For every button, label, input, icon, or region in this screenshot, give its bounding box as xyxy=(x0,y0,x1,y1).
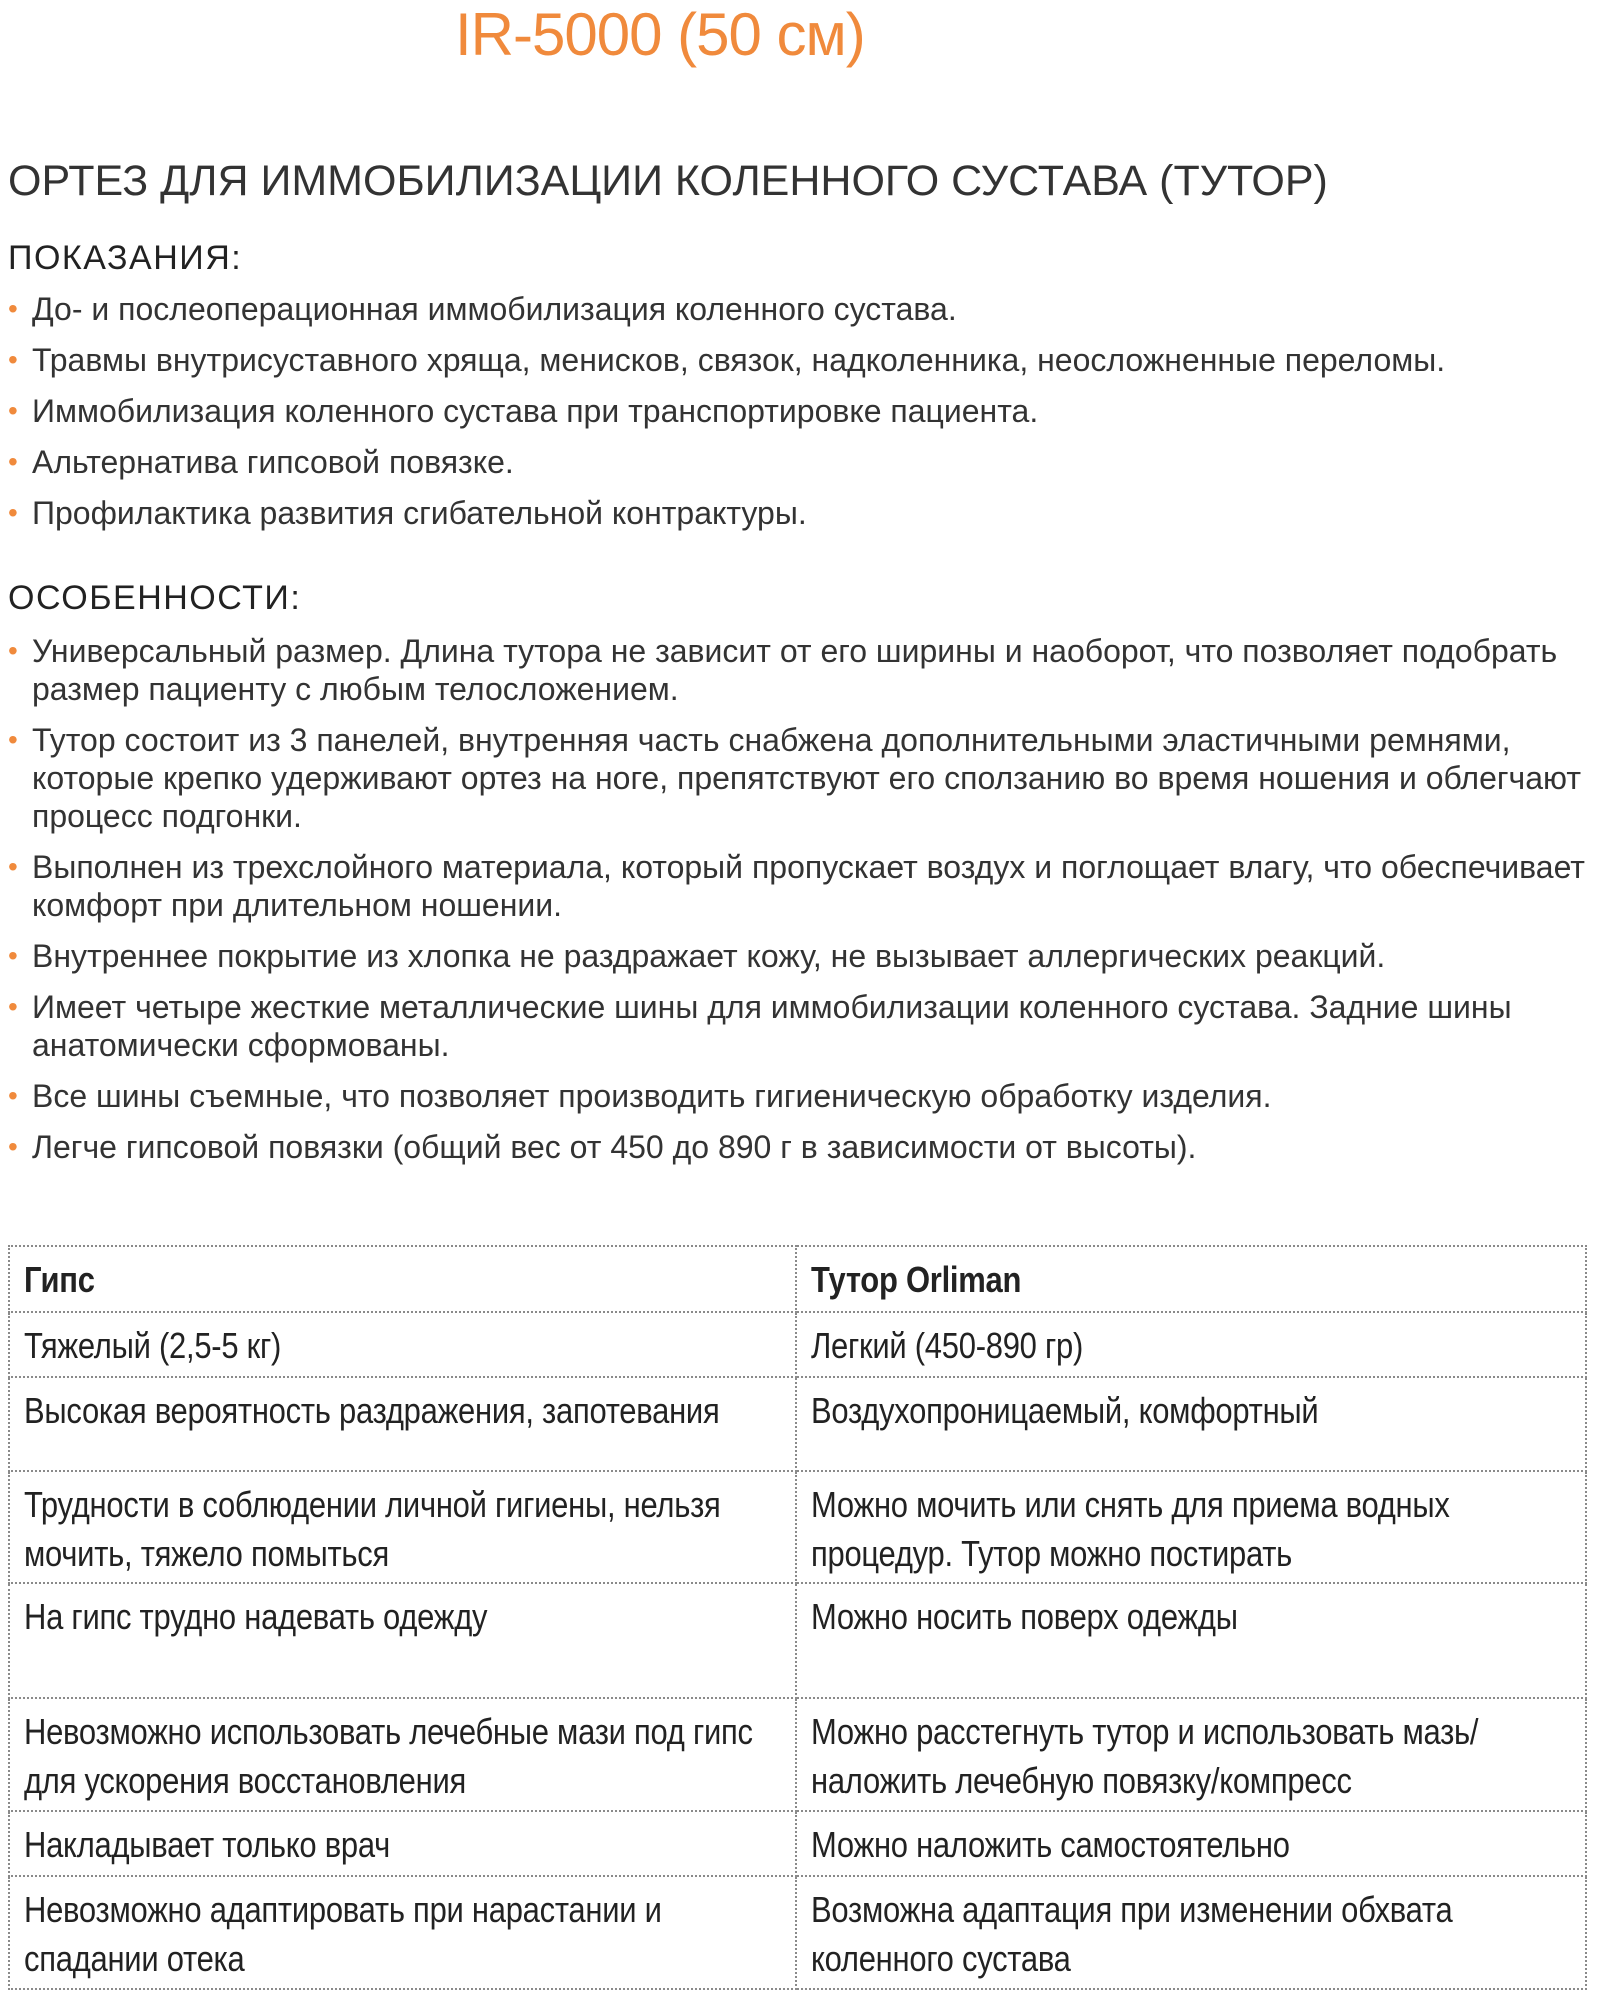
table-header-row xyxy=(9,1246,1586,1312)
table-row xyxy=(9,1811,1586,1876)
table-row xyxy=(9,1698,1586,1811)
list-item: • Легче гипсовой повязки (общий вес от 450 до 890 г в зависимости от высоты). xyxy=(8,1129,1197,1165)
bullet-dot-icon: • xyxy=(8,1131,18,1162)
table-cell: Накладывает только врач xyxy=(9,1811,796,1876)
bullet-dot-icon: • xyxy=(8,940,18,971)
table-row xyxy=(9,1583,1586,1698)
list-item: • Внутреннее покрытие из хлопка не раздражает кожу, не вызывает аллергических реакций. xyxy=(8,938,1386,974)
bullet-dot-icon: • xyxy=(8,497,18,528)
table-cell: Можно мочить или снять для приема водных процедур. Тутор можно постирать xyxy=(796,1471,1586,1583)
table-row xyxy=(9,1876,1586,1989)
table-row xyxy=(9,1377,1586,1471)
list-item: • Альтернатива гипсовой повязке. xyxy=(8,444,514,480)
bullet-dot-icon: • xyxy=(8,991,18,1022)
table-cell: Тяжелый (2,5-5 кг) xyxy=(9,1312,796,1377)
list-item: • Все шины съемные, что позволяет производить гигиеническую обработку изделия. xyxy=(8,1078,1272,1114)
bullet-dot-icon: • xyxy=(8,724,18,755)
features-list xyxy=(0,632,1597,1179)
table-cell: Высокая вероятность раздражения, запотевания xyxy=(9,1377,796,1471)
table-cell: Невозможно использовать лечебные мази под гипс для ускорения восстановления xyxy=(9,1698,796,1811)
table-header-cell: Тутор Orliman xyxy=(796,1246,1586,1312)
table-row xyxy=(9,1312,1586,1377)
bullet-dot-icon: • xyxy=(8,851,18,882)
list-item: • Иммобилизация коленного сустава при транспортировке пациента. xyxy=(8,393,1039,429)
list-item: • Тутор состоит из 3 панелей, внутренняя часть снабжена дополнительными эластичными ремнями, которые крепко удерживают ортез на ноге, препятствуют его сползанию во время ношения и облегчают процесс подгонки. xyxy=(8,722,1581,834)
table-cell: Можно расстегнуть тутор и использовать мазь/наложить лечебную повязку/компресс xyxy=(796,1698,1586,1811)
bullet-dot-icon: • xyxy=(8,635,18,666)
list-item: • Профилактика развития сгибательной контрактуры. xyxy=(8,495,807,531)
bullet-dot-icon: • xyxy=(8,395,18,426)
list-item: • Универсальный размер. Длина тутора не зависит от его ширины и наоборот, что позволяет подобрать размер пациенту с любым телосложением. xyxy=(8,633,1558,707)
indications-heading: ПОКАЗАНИЯ: xyxy=(8,239,243,277)
list-item: • Выполнен из трехслойного материала, который пропускает воздух и поглощает влагу, что обеспечивает комфорт при длительном ношении. xyxy=(8,849,1585,923)
table-row xyxy=(9,1471,1586,1583)
table-cell: Воздухопроницаемый, комфортный xyxy=(796,1377,1586,1471)
table-cell: Можно носить поверх одежды xyxy=(796,1583,1586,1698)
indications-list xyxy=(0,290,1597,545)
bullet-dot-icon: • xyxy=(8,1080,18,1111)
bullet-dot-icon: • xyxy=(8,446,18,477)
table-cell: Можно наложить самостоятельно xyxy=(796,1811,1586,1876)
table-cell: Возможна адаптация при изменении обхвата коленного сустава xyxy=(796,1876,1586,1989)
table-cell: Трудности в соблюдении личной гигиены, нельзя мочить, тяжело помыться xyxy=(9,1471,796,1583)
product-title: IR-5000 (50 см) xyxy=(455,1,865,68)
features-heading: ОСОБЕННОСТИ: xyxy=(8,579,302,617)
list-item: • Травмы внутрисуставного хряща, менисков, связок, надколенника, неосложненные переломы. xyxy=(8,342,1446,378)
comparison-table xyxy=(8,1245,1587,1990)
table-cell: На гипс трудно надевать одежду xyxy=(9,1583,796,1698)
bullet-dot-icon: • xyxy=(8,344,18,375)
list-item: • До- и послеоперационная иммобилизация коленного сустава. xyxy=(8,291,957,327)
table-header-cell: Гипс xyxy=(9,1246,796,1312)
bullet-dot-icon: • xyxy=(8,293,18,324)
product-subtitle: ОРТЕЗ ДЛЯ ИММОБИЛИЗАЦИИ КОЛЕННОГО СУСТАВА (ТУТОР) xyxy=(8,157,1328,205)
table-cell: Невозможно адаптировать при нарастании и спадании отека xyxy=(9,1876,796,1989)
list-item: • Имеет четыре жесткие металлические шины для иммобилизации коленного сустава. Задние шины анатомически сформованы. xyxy=(8,989,1512,1063)
table-cell: Легкий (450-890 гр) xyxy=(796,1312,1586,1377)
